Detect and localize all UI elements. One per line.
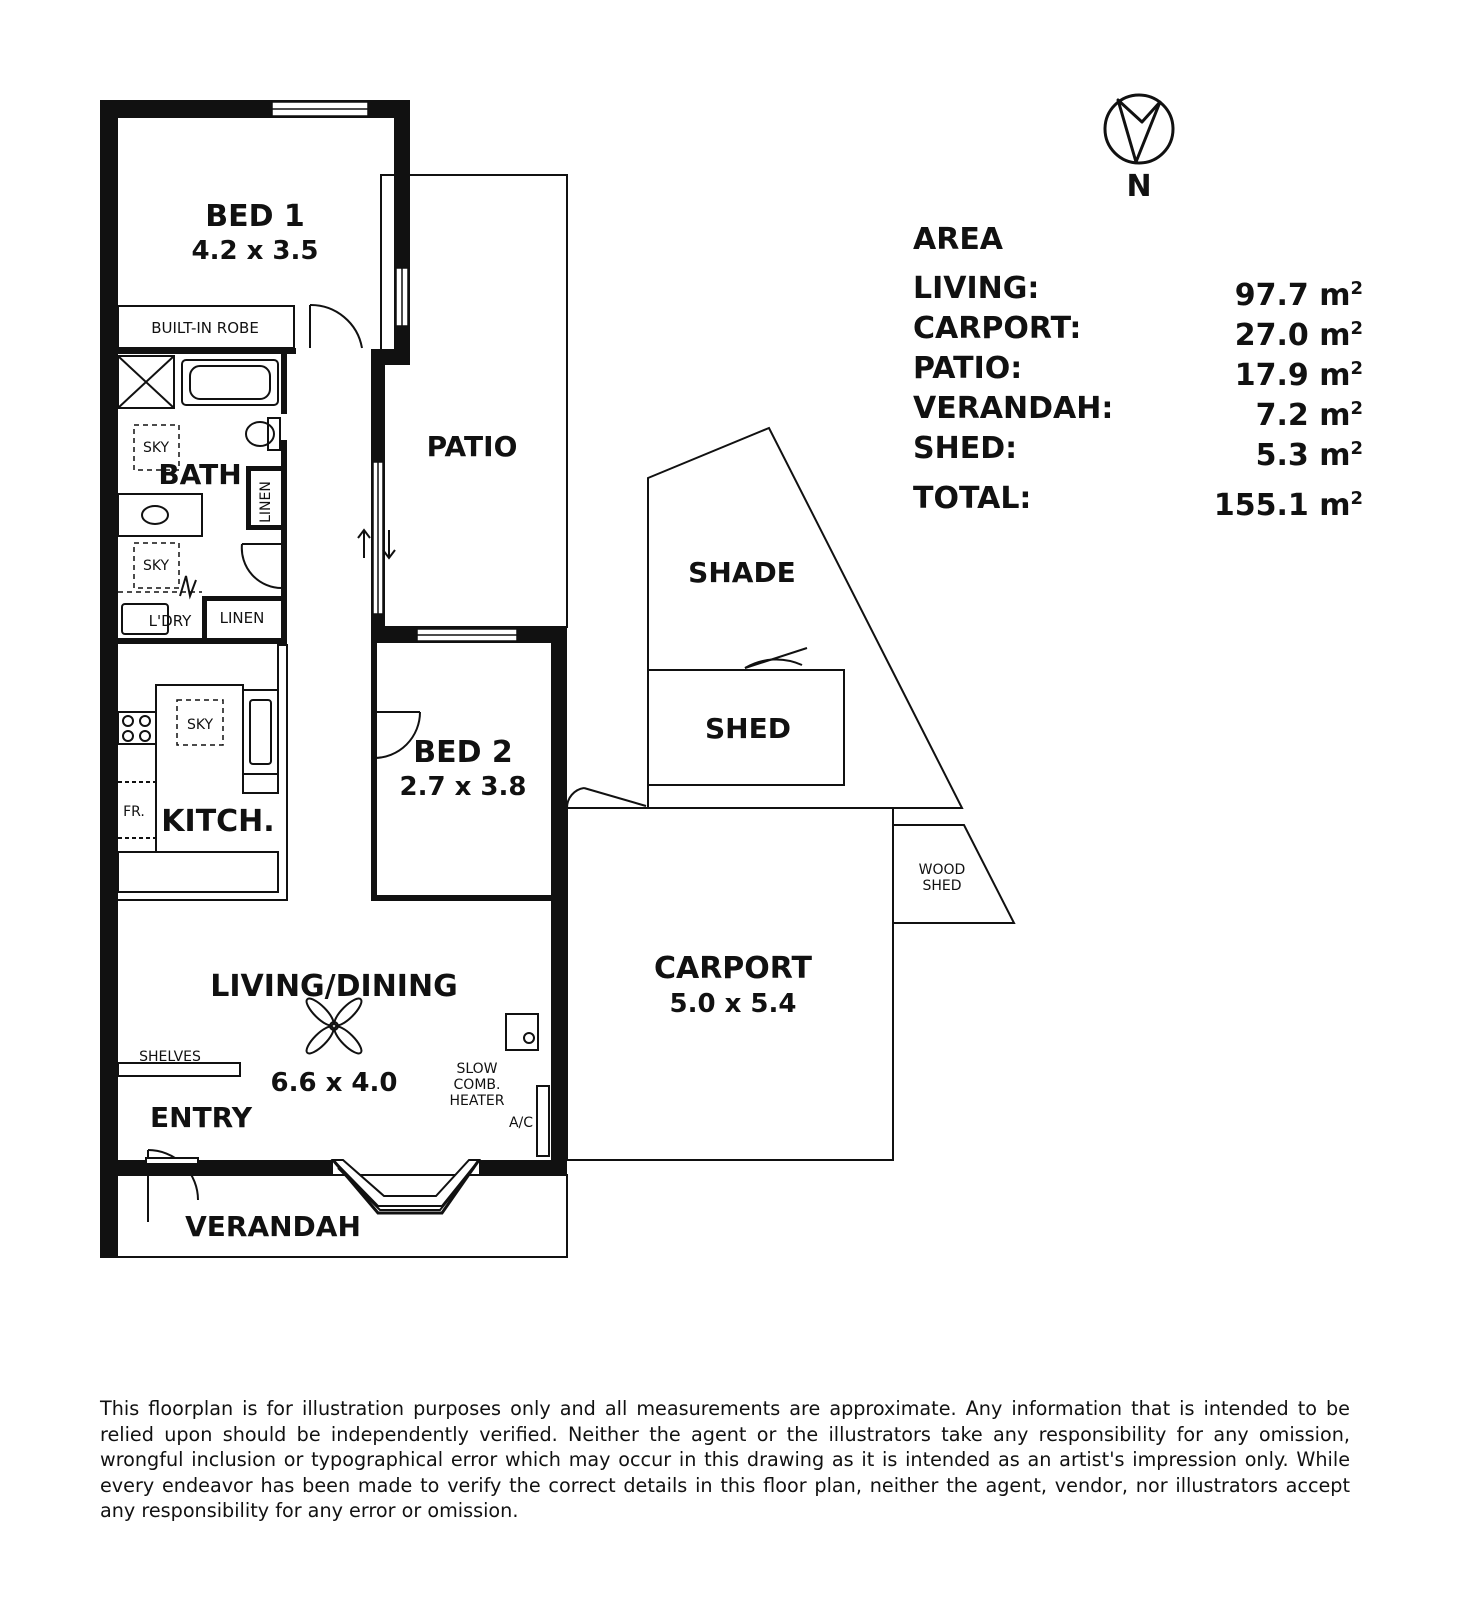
heater-label-line2: COMB. (453, 1077, 501, 1093)
area-row-value: 7.2 $m^2$ (1255, 398, 1363, 433)
bed1-label: BED 1 (205, 199, 305, 234)
linen-cupboard-label: LINEN (258, 481, 274, 523)
area-row-label: CARPORT: (913, 311, 1082, 346)
area-row (913, 389, 1363, 433)
shade-label: SHADE (688, 556, 796, 589)
area-row (913, 349, 1363, 393)
area-total-value: 155.1 $m^2$ (1213, 488, 1363, 523)
area-row-label: SHED: (913, 431, 1018, 466)
linen-label: LINEN (219, 609, 265, 627)
area-heading: AREA (913, 222, 1004, 257)
laundry-sky-label: SKY (142, 558, 170, 574)
woodshed-label-line2: SHED (922, 878, 962, 894)
living-dining-label: LIVING/DINING (210, 969, 458, 1004)
area-total-row (913, 479, 1363, 523)
bath-sky-label: SKY (142, 440, 170, 456)
area-row-label: LIVING: (913, 271, 1040, 306)
north-compass-icon (1105, 95, 1173, 204)
area-row-value: 27.0 $m^2$ (1234, 318, 1363, 353)
shelves-label: SHELVES (139, 1049, 201, 1065)
bed2-dims: 2.7 x 3.8 (399, 772, 527, 802)
laundry-label: L'DRY (148, 612, 192, 630)
fridge-label: FR. (123, 804, 145, 820)
compass-label: N (1126, 169, 1152, 204)
built-in-robe-label: BUILT-IN ROBE (151, 319, 259, 337)
area-row-value: 5.3 $m^2$ (1255, 438, 1363, 473)
bed1-dims: 4.2 x 3.5 (191, 236, 319, 266)
area-row-label: VERANDAH: (913, 391, 1114, 426)
area-row (913, 429, 1363, 473)
verandah-label: VERANDAH (185, 1210, 361, 1243)
heater-label-line1: SLOW (456, 1061, 498, 1077)
area-row (913, 269, 1363, 313)
ceiling-fan-icon (303, 995, 365, 1057)
carport-label: CARPORT (653, 951, 813, 986)
area-total-label: TOTAL: (913, 481, 1032, 516)
area-row-value: 17.9 $m^2$ (1234, 358, 1363, 393)
living-dining-dims: 6.6 x 4.0 (270, 1068, 398, 1098)
kitchen-label: KITCH. (161, 804, 275, 839)
kitchen-sky-label: SKY (186, 717, 214, 733)
ac-label: A/C (508, 1115, 534, 1131)
entry-label: ENTRY (150, 1101, 252, 1134)
area-row (913, 309, 1363, 353)
woodshed-label-line1: WOOD (918, 862, 966, 878)
patio-label: PATIO (426, 430, 518, 463)
area-row-label: PATIO: (913, 351, 1023, 386)
shed-label: SHED (705, 712, 791, 745)
area-table (913, 222, 1363, 523)
heater-label-line3: HEATER (449, 1093, 505, 1109)
bay-window (333, 1160, 479, 1213)
disclaimer-text: This floorplan is for illustration purposes only and all measurements are approximate. Any information that is intended to be relied upon should be independently verified. Neither the agent or the illustrators take any responsibility for any omission, wrongful inclusion or typographical error which may occur in this drawing as it is intended as an artist's impression only. While every endeavor has been made to verify the correct details in this floor plan, neither the agent, vendor, nor illustrators accept any responsibility for any error or omission. (100, 1397, 1350, 1522)
bed2-label: BED 2 (413, 735, 513, 770)
area-row-value: 97.7 $m^2$ (1234, 278, 1363, 313)
kitchen-fixtures (118, 645, 287, 900)
carport-dims: 5.0 x 5.4 (669, 989, 797, 1019)
bath-label: BATH (158, 458, 242, 491)
